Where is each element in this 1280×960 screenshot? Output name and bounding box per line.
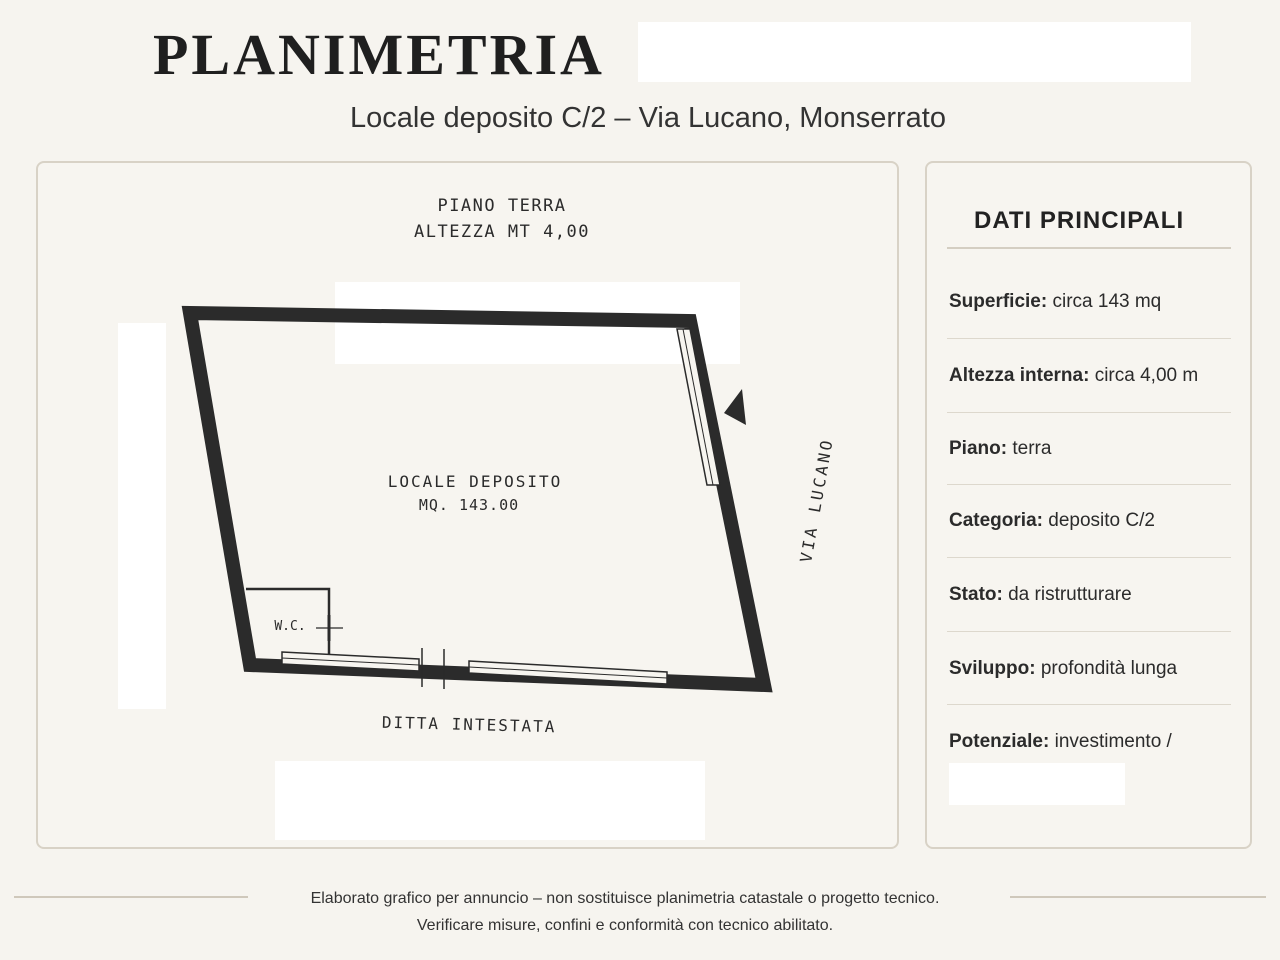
redacted-area: [118, 323, 166, 709]
info-row-categoria: [949, 510, 1155, 532]
info-divider: [947, 338, 1231, 339]
info-key: Potenziale:: [949, 731, 1050, 752]
entrance-arrow-icon: [724, 389, 746, 425]
info-key: Sviluppo:: [949, 658, 1036, 679]
floor-plan-panel: [36, 161, 899, 849]
info-row-stato: [949, 584, 1132, 606]
info-value: terra: [1012, 438, 1052, 459]
page-subtitle: Locale deposito C/2 – Via Lucano, Monserrato: [350, 102, 946, 134]
footer-rule-right: [1010, 896, 1266, 898]
info-row-piano: [949, 438, 1051, 460]
floor-label: PIANO TERRA: [437, 196, 567, 216]
info-key: Altezza interna:: [949, 365, 1090, 386]
info-row-sviluppo: [949, 658, 1177, 680]
info-row-altezza: [949, 365, 1198, 387]
info-panel: [925, 161, 1252, 849]
info-key: Stato:: [949, 584, 1003, 605]
info-value: circa 143 mq: [1052, 291, 1162, 312]
room-area-label: MQ. 143.00: [418, 496, 520, 514]
info-value: investimento /: [1054, 731, 1172, 752]
owner-label: DITTA INTESTATA: [381, 712, 557, 737]
info-row-superficie: [949, 291, 1161, 313]
info-key: Superficie:: [949, 291, 1048, 312]
info-heading-rule: [947, 247, 1231, 249]
info-heading: DATI PRINCIPALI: [974, 207, 1185, 234]
footer-disclaimer: Elaborato grafico per annuncio – non sostituisce planimetria catastale o progetto tecnico.: [310, 890, 940, 907]
info-value: deposito C/2: [1048, 510, 1155, 531]
room-name-label: LOCALE DEPOSITO: [387, 472, 563, 491]
info-divider: [947, 557, 1231, 558]
page-title: PLANIMETRIA: [153, 22, 605, 87]
redacted-area: [638, 22, 1191, 82]
footer-note: Verificare misure, confini e conformità con tecnico abilitato.: [416, 917, 834, 934]
footer-rule-left: [14, 896, 248, 898]
info-divider: [947, 412, 1231, 413]
info-row-potenziale: [949, 731, 1172, 753]
info-divider: [947, 484, 1231, 485]
floor-plan-drawing: [38, 163, 901, 851]
info-key: Categoria:: [949, 510, 1043, 531]
info-divider: [947, 631, 1231, 632]
info-value: profondità lunga: [1040, 658, 1178, 679]
street-label: VIA LUCANO: [796, 436, 837, 564]
wc-label: W.C.: [274, 619, 306, 634]
redacted-area: [275, 761, 705, 840]
height-label: ALTEZZA MT 4,00: [413, 222, 591, 242]
info-value: circa 4,00 m: [1094, 365, 1199, 386]
redacted-area: [949, 763, 1125, 805]
info-key: Piano:: [949, 438, 1008, 459]
info-divider: [947, 704, 1231, 705]
info-value: da ristrutturare: [1008, 584, 1132, 605]
